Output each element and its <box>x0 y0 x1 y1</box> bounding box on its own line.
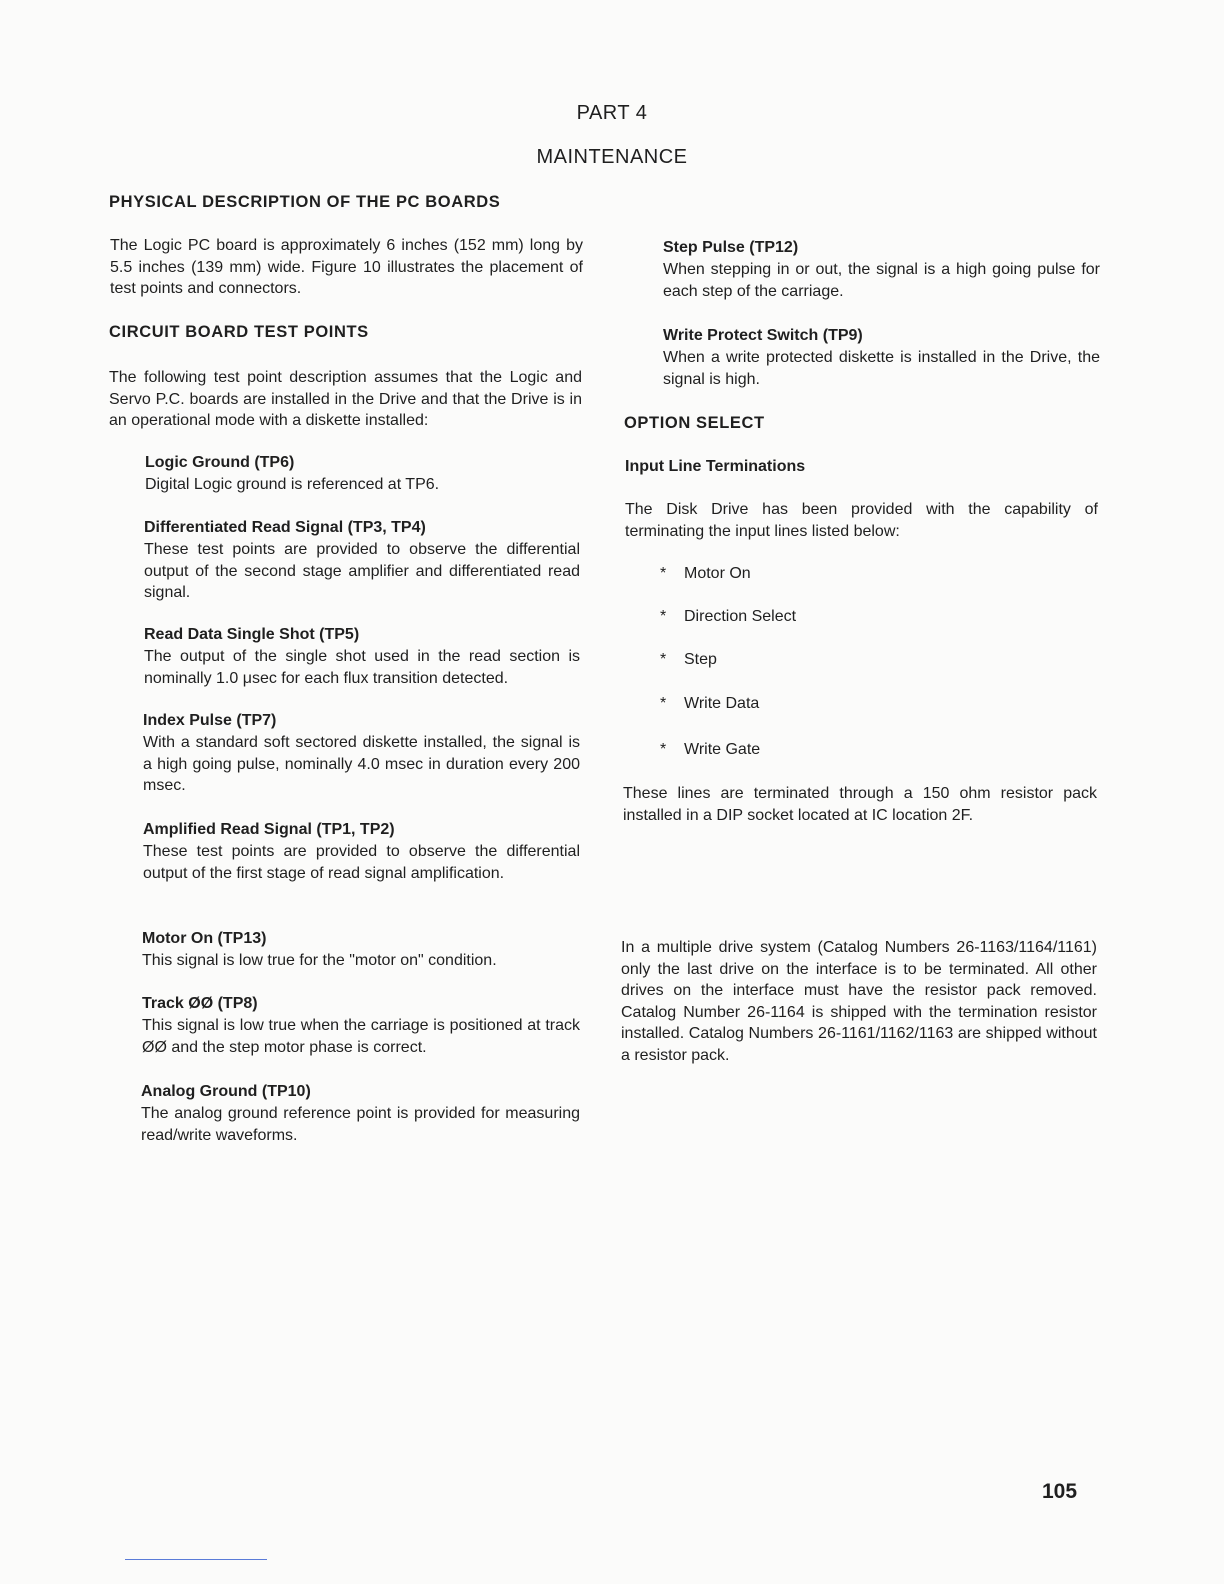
test-point-description: This signal is low true when the carriage is positioned at track ØØ and the step motor phase is correct. <box>142 1017 580 1056</box>
test-point-item <box>143 710 580 797</box>
page-title: MAINTENANCE <box>536 146 688 168</box>
test-point-description: These test points are provided to observe the differential output of the first stage of read signal amplification. <box>143 843 580 882</box>
star-icon: * <box>660 741 667 758</box>
test-point-title: Motor On (TP13) <box>142 930 267 947</box>
test-point-item <box>144 624 580 689</box>
footer-rule <box>125 1559 267 1560</box>
page-number: 105 <box>1042 1480 1078 1503</box>
test-point-description: The output of the single shot used in the read section is nominally 1.0 μsec for each flux transition detected. <box>144 648 580 687</box>
test-point-description: This signal is low true for the "motor on" condition. <box>142 952 497 969</box>
input-line-terminations-heading: Input Line Terminations <box>625 458 806 475</box>
test-point-title: Track ØØ (TP8) <box>142 995 258 1012</box>
test-point-item <box>141 1081 580 1146</box>
test-point-description: When a write protected diskette is installed in the Drive, the signal is high. <box>663 349 1100 388</box>
star-icon: * <box>660 565 667 582</box>
bullet-item: * Step <box>660 649 717 671</box>
star-icon: * <box>660 695 667 712</box>
test-point-title: Logic Ground (TP6) <box>145 454 295 471</box>
test-point-title: Analog Ground (TP10) <box>141 1083 311 1100</box>
test-point-item <box>142 928 580 972</box>
test-point-title: Differentiated Read Signal (TP3, TP4) <box>144 519 426 536</box>
test-point-description: Digital Logic ground is referenced at TP6. <box>145 476 440 493</box>
test-point-description: The analog ground reference point is provided for measuring read/write waveforms. <box>141 1105 580 1144</box>
test-point-item <box>142 993 580 1058</box>
input-line-intro: The Disk Drive has been provided with the capability of terminating the input lines listed below: <box>625 501 1098 540</box>
test-point-item <box>144 517 580 604</box>
terminated-lines-text: These lines are terminated through a 150 ohm resistor pack installed in a DIP socket located at IC location 2F. <box>623 785 1097 824</box>
test-point-item <box>663 325 1100 390</box>
physical-description-text: The Logic PC board is approximately 6 inches (152 mm) long by 5.5 inches (139 mm) wide. Figure 10 illustrates the placement of test points and connectors. <box>110 237 583 297</box>
part-heading: PART 4 <box>576 102 648 124</box>
physical-description-heading: PHYSICAL DESCRIPTION OF THE PC BOARDS <box>109 193 501 211</box>
option-select-heading: OPTION SELECT <box>624 414 765 432</box>
bullet-item: * Write Data <box>660 693 759 715</box>
star-icon: * <box>660 608 667 625</box>
test-points-heading: CIRCUIT BOARD TEST POINTS <box>109 323 369 341</box>
test-point-title: Read Data Single Shot (TP5) <box>144 626 360 643</box>
test-point-description: When stepping in or out, the signal is a high going pulse for each step of the carriage. <box>663 261 1100 300</box>
bullet-item: * Direction Select <box>660 606 796 628</box>
test-point-title: Index Pulse (TP7) <box>143 712 277 729</box>
test-point-item <box>663 237 1100 302</box>
test-point-description: These test points are provided to observe the differential output of the second stage amplifier and differentiated read signal. <box>144 541 580 601</box>
test-point-description: With a standard soft sectored diskette installed, the signal is a high going pulse, nominally 4.0 msec in duration every 200 msec. <box>143 734 580 794</box>
bullet-item: * Motor On <box>660 563 751 585</box>
test-point-item <box>143 819 580 884</box>
multiple-drive-text: In a multiple drive system (Catalog Numbers 26-1163/1164/1161) only the last drive on the interface is to be terminated. All other drives on the interface must have the resistor pack removed. Catalog Number 26-1164 is shipped with the termination resistor installed. Catalog Numbers 26-1161/1162/1163 are shipped without a resistor pack. <box>621 939 1097 1064</box>
test-point-item <box>145 452 580 496</box>
bullet-item: * Write Gate <box>660 739 760 761</box>
test-points-intro: The following test point description assumes that the Logic and Servo P.C. boards are installed in the Drive and that the Drive is in an operational mode with a diskette installed: <box>109 369 582 429</box>
star-icon: * <box>660 651 667 668</box>
test-point-title: Step Pulse (TP12) <box>663 239 799 256</box>
test-point-title: Amplified Read Signal (TP1, TP2) <box>143 821 395 838</box>
test-point-title: Write Protect Switch (TP9) <box>663 327 863 344</box>
